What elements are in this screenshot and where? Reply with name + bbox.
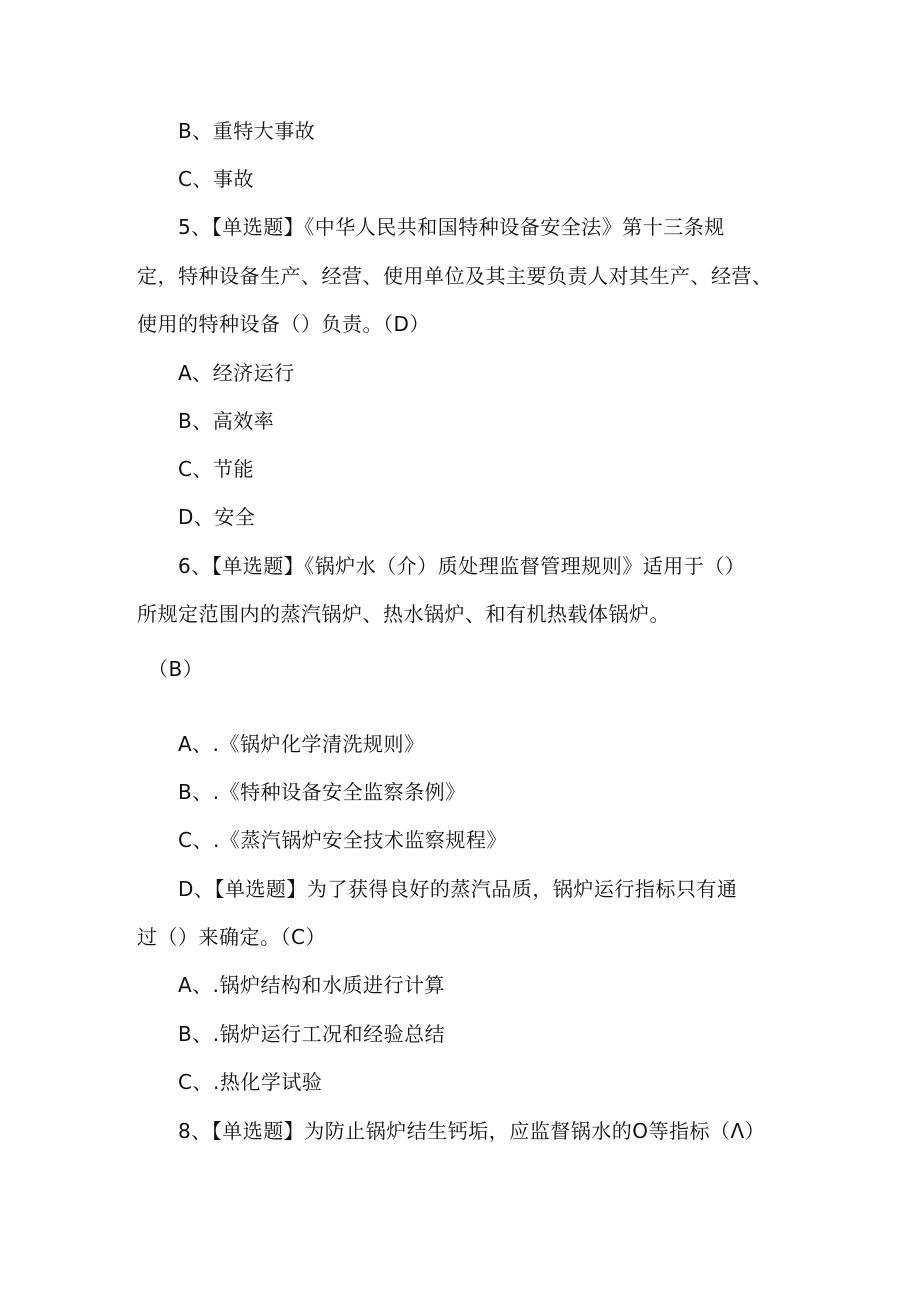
question-5-line-3: 使用的特种设备（）负责。（D）	[137, 312, 430, 336]
question-7-line-2: 过（）来确定。（C）	[137, 925, 326, 949]
option-c: C、节能	[178, 457, 254, 481]
question-7-line-1: D、【单选题】为了获得良好的蒸汽品质，锅炉运行指标只有通	[178, 877, 738, 901]
question-6-line-2: 所规定范围内的蒸汽锅炉、热水锅炉、和有机热载体锅炉。	[137, 602, 670, 626]
option-d: D、安全	[178, 505, 256, 529]
question-6-line-1: 6、【单选题】《锅炉水（介）质处理监督管理规则》适用于（）	[178, 554, 746, 578]
question-8-line-1: 8、【单选题】为防止锅炉结生钙垢，应监督锅水的O等指标（Λ）	[178, 1119, 766, 1143]
question-5-line-1: 5、【单选题】《中华人民共和国特种设备安全法》第十三条规	[178, 215, 725, 239]
option-a: A、经济运行	[178, 361, 295, 385]
option-c: C、.热化学试验	[178, 1070, 323, 1094]
option-a: A、.《锅炉化学清洗规则》	[178, 732, 425, 756]
option-b: B、高效率	[178, 409, 275, 433]
option-c: C、事故	[178, 167, 254, 191]
option-b: B、.《特种设备安全监察条例》	[178, 780, 466, 804]
option-b: B、.锅炉运行工况和经验总结	[178, 1022, 446, 1046]
question-6-answer: （B）	[148, 657, 204, 681]
option-c: C、.《蒸汽锅炉安全技术监察规程》	[178, 828, 507, 852]
question-5-line-2: 定，特种设备生产、经营、使用单位及其主要负责人对其生产、经营、	[137, 264, 773, 288]
option-a: A、.锅炉结构和水质进行计算	[178, 973, 446, 997]
option-b: B、重特大事故	[178, 119, 316, 143]
